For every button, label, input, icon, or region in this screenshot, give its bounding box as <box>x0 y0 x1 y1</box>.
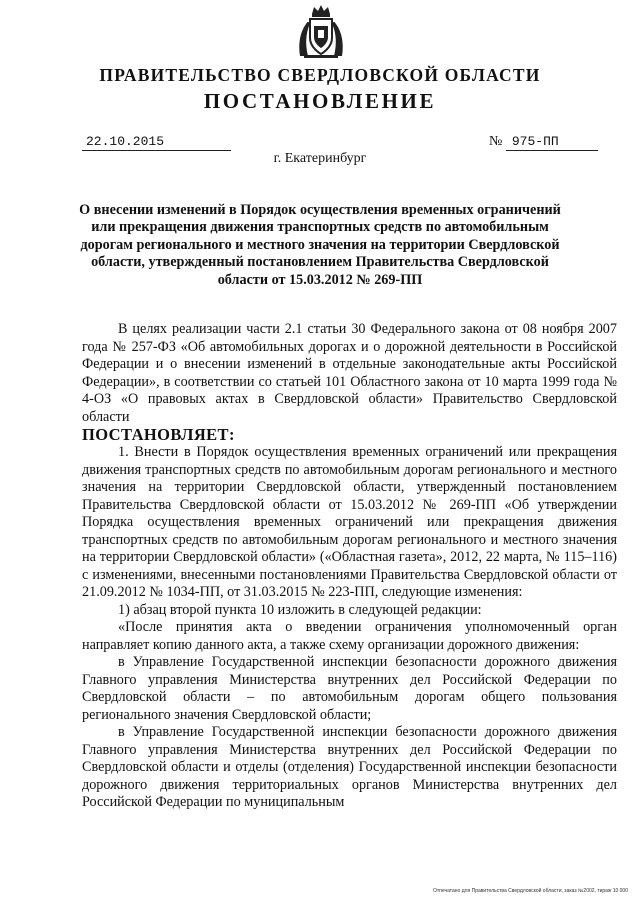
number-value: 975-ПП <box>506 134 598 151</box>
quote-paragraph: «После принятия акта о введении ограничения уполномоченный орган направляет копию данного акта, а также схему организации дорожного движения: <box>82 619 617 653</box>
subitem-1-paragraph: 1) абзац второй пункта 10 изложить в следующей редакции: <box>118 601 482 618</box>
document-type: ПОСТАНОВЛЕНИЕ <box>203 89 437 113</box>
document-body <box>82 321 617 812</box>
quote-paragraph: в Управление Государственной инспекции безопасности дорожного движения Главного управления Министерства внутренних дел Российской Федерации по Свердловской области – по автомобильным дорогам общего пользования регионального значения Свердловской области; <box>82 654 617 723</box>
city: г. Екатеринбург <box>273 151 367 166</box>
document-subject: О внесении изменений в Порядок осуществления временных ограничений или прекращения движения транспортных средств по автомобильным дорогам регионального и местного значения на территории Свердловской области, утвержденный постановлением Правительства Свердловской области от 15.03.2012 № 269-ПП <box>79 202 561 288</box>
decree-heading: ПОСТАНОВЛЯЕТ: <box>82 425 235 444</box>
quote-paragraph: в Управление Государственной инспекции безопасности дорожного движения Главного управления Министерства внутренних дел Российской Федерации по Свердловской области и отделы (отделения) Государственной инспекции безопасности дорожного движения территориальных органов Министерства внутренних дел Российской Федерации по муниципальным <box>82 724 617 810</box>
preamble-paragraph: В целях реализации части 2.1 статьи 30 Федерального закона от 08 ноября 2007 года № 257-ФЗ «Об автомобильных дорогах и о дорожной деятельности в Российской Федерации и о внесении изменений в отдельные законодательные акты Российской Федерации», в соответствии со статьей 101 Областного закона от 10 марта 1999 года № 4-ОЗ «О правовых актах в Свердловской области» Правительство Свердловской области <box>82 321 617 425</box>
document-date: 22.10.2015 <box>82 134 231 151</box>
document-number <box>489 134 598 151</box>
coat-of-arms-icon <box>296 4 346 60</box>
item-1-paragraph: 1. Внести в Порядок осуществления временных ограничений или прекращения движения транспортных средств по автомобильным дорогам регионального и местного значения на территории Свердловской области, утвержденный постановлением Правительства Свердловской области от 15.03.2012 № 269-ПП «Об утверждении Порядка осуществления временных ограничений или прекращения движения транспортных средств по автомобильным дорогам регионального и местного значения на территории Свердловской области» («Областная газета», 2012, 22 марта, № 115–116) с изменениями, внесенными постановлениями Правительства Свердловской области от 21.09.2012 № 1034-ПП, от 31.03.2015 № 223-ПП, следующие изменения: <box>82 444 617 600</box>
government-name: ПРАВИТЕЛЬСТВО СВЕРДЛОВСКОЙ ОБЛАСТИ <box>99 65 541 85</box>
print-footer: Отпечатано для Правительства Свердловской области, заказ №2002, тираж 10 000 <box>432 888 628 894</box>
number-sign: № <box>489 134 503 149</box>
